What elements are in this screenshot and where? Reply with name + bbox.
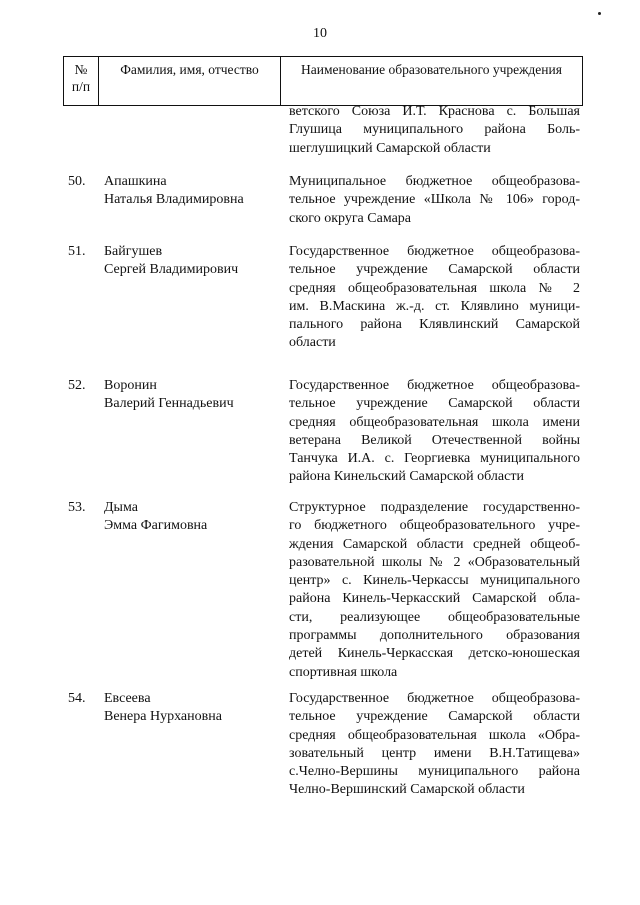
institution-line: им. В.Маскина ж.-д. ст. Клявлино муници- bbox=[289, 298, 580, 314]
entry-number: 50. bbox=[68, 174, 86, 189]
person-name bbox=[104, 377, 279, 414]
institution-line: пального района Клявлинский Самарской bbox=[289, 317, 580, 333]
page-number: 10 bbox=[313, 26, 327, 41]
column-header-institution: Наименование образовательного учреждения bbox=[281, 57, 583, 106]
institution-text bbox=[289, 690, 580, 800]
institution-text bbox=[289, 499, 580, 682]
institution-text bbox=[289, 103, 580, 158]
institution-line: Танчука И.А. с. Георгиевка муниципального bbox=[289, 451, 580, 467]
institution-line: ждения Самарской области средней общеоб- bbox=[289, 536, 580, 552]
name-line: Сергей Владимирович bbox=[104, 262, 239, 278]
institution-line: Структурное подразделение государственно- bbox=[289, 500, 580, 515]
column-header-number-line: п/п bbox=[71, 79, 91, 94]
name-line: Эмма Фагимовна bbox=[104, 518, 208, 534]
name-line: Валерий Геннадьевич bbox=[104, 396, 234, 412]
institution-text bbox=[289, 377, 580, 487]
institution-line: ского округа Самара bbox=[289, 210, 412, 226]
name-line: Апашкина bbox=[104, 174, 167, 189]
person-name bbox=[104, 173, 279, 210]
institution-line: Государственное бюджетное общеобразова- bbox=[289, 244, 580, 259]
institution-line: тельное учреждение Самарской области bbox=[289, 709, 580, 725]
institution-line: зовательный центр имени В.Н.Татищева» bbox=[289, 745, 580, 761]
institution-line: ветерана Великой Отечественной войны bbox=[289, 432, 580, 448]
institution-line: Муниципальное бюджетное общеобразова- bbox=[289, 174, 580, 189]
institution-line: го бюджетного общеобразовательного учре- bbox=[289, 518, 580, 534]
name-line: Наталья Владимировна bbox=[104, 192, 244, 208]
institution-line: средняя общеобразовательная школа № 2 bbox=[289, 280, 580, 296]
institution-line: района Кинель-Черкасский Самарской обла- bbox=[289, 591, 580, 607]
institution-line: Государственное бюджетное общеобразова- bbox=[289, 378, 580, 393]
institution-line: тельное учреждение Самарской области bbox=[289, 396, 580, 412]
entry-number: 54. bbox=[68, 691, 86, 706]
entry-number: 51. bbox=[68, 244, 86, 259]
institution-line: шеглушицкий Самарской области bbox=[289, 140, 491, 156]
institution-line: разовательной школы № 2 «Образовательный bbox=[289, 554, 580, 570]
institution-line: с.Челно-Вершины муниципального района bbox=[289, 764, 580, 780]
column-header-name: Фамилия, имя, отчество bbox=[99, 57, 281, 106]
name-line: Воронин bbox=[104, 378, 157, 393]
institution-line: области bbox=[289, 335, 336, 351]
column-header-number-line: № bbox=[74, 62, 88, 77]
institution-line: средняя общеобразовательная школа «Обра- bbox=[289, 727, 580, 743]
name-line: Венера Нурхановна bbox=[104, 709, 222, 725]
institution-line: средняя общеобразовательная школа имени bbox=[289, 414, 580, 430]
table-header bbox=[63, 56, 583, 106]
institution-line: района Кинельский Самарской области bbox=[289, 469, 524, 485]
institution-line: сти, реализующее общеобразовательные bbox=[289, 609, 580, 625]
entry-number: 52. bbox=[68, 378, 86, 393]
entry-number: 53. bbox=[68, 500, 86, 515]
institution-line: Глушица муниципального района Боль- bbox=[289, 122, 580, 138]
institution-line: тельное учреждение «Школа № 106» город- bbox=[289, 192, 580, 208]
person-name bbox=[104, 690, 279, 727]
institution-line: тельное учреждение Самарской области bbox=[289, 262, 580, 278]
institution-line: центр» с. Кинель-Черкассы муниципального bbox=[289, 573, 580, 589]
institution-text bbox=[289, 243, 580, 353]
column-header-number bbox=[64, 57, 99, 106]
name-line: Евсеева bbox=[104, 691, 151, 706]
institution-line: ветского Союза И.Т. Краснова с. Большая bbox=[289, 104, 580, 119]
person-name bbox=[104, 499, 279, 536]
name-line: Дыма bbox=[104, 500, 138, 515]
person-name bbox=[104, 243, 279, 280]
scan-speck bbox=[598, 12, 601, 15]
institution-line: детей Кинель-Черкасская детско-юношеская bbox=[289, 646, 580, 662]
institution-text bbox=[289, 173, 580, 228]
institution-line: спортивная школа bbox=[289, 664, 398, 680]
institution-line: Челно-Вершинский Самарской области bbox=[289, 782, 525, 798]
institution-line: программы дополнительного образования bbox=[289, 628, 580, 644]
institution-line: Государственное бюджетное общеобразова- bbox=[289, 691, 580, 706]
name-line: Байгушев bbox=[104, 244, 163, 259]
